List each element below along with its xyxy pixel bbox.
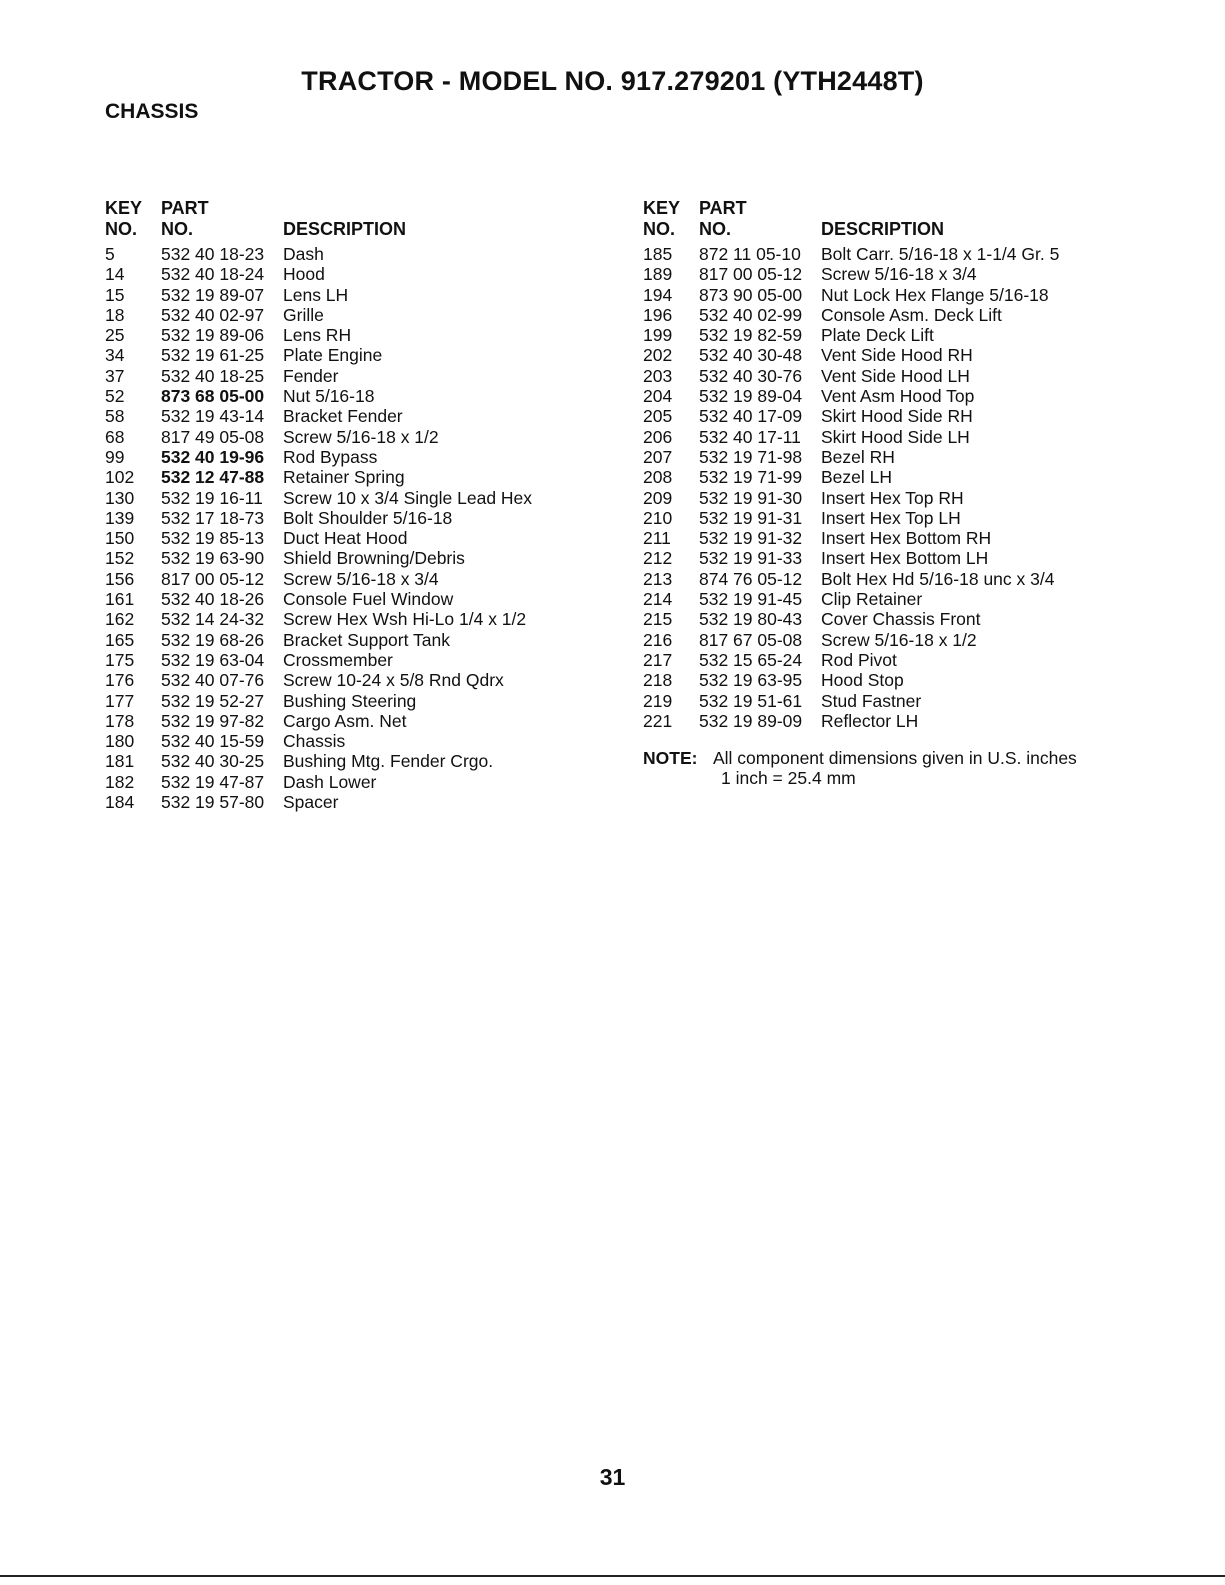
description: Insert Hex Top LH [821, 507, 961, 528]
table-row [643, 569, 1163, 589]
note-line2: 1 inch = 25.4 mm [721, 768, 856, 788]
table-row [105, 751, 625, 771]
description: Screw 10-24 x 5/8 Rnd Qdrx [283, 670, 504, 691]
table-row [105, 305, 625, 325]
key-no: 212 [643, 548, 673, 569]
key-no: 209 [643, 487, 673, 508]
key-no: 99 [105, 446, 125, 467]
parts-table-left [105, 198, 625, 812]
bottom-rule [0, 1575, 1225, 1577]
table-row [643, 264, 1163, 284]
part-no: 532 17 18-73 [161, 507, 265, 528]
description: Screw 5/16-18 x 1/2 [283, 426, 439, 447]
part-no: 532 19 80-43 [699, 609, 803, 630]
description: Fender [283, 365, 339, 386]
header-key-line2: NO. [643, 219, 676, 239]
part-no: 532 40 19-96 [161, 446, 265, 467]
header-key-line1: KEY [105, 198, 143, 218]
part-no: 532 19 89-06 [161, 325, 265, 346]
key-no: 34 [105, 345, 125, 366]
description: Spacer [283, 792, 339, 813]
part-no: 532 19 91-30 [699, 487, 803, 508]
part-no: 532 19 82-59 [699, 325, 803, 346]
description: Screw Hex Wsh Hi-Lo 1/4 x 1/2 [283, 609, 527, 630]
part-no: 532 19 52-27 [161, 690, 265, 711]
description: Bracket Support Tank [283, 629, 450, 650]
header-description: DESCRIPTION [821, 219, 945, 239]
key-no: 18 [105, 304, 125, 325]
key-no: 189 [643, 264, 673, 285]
table-row [105, 366, 625, 386]
description: Console Fuel Window [283, 589, 454, 610]
table-row [643, 691, 1163, 711]
description: Grille [283, 304, 324, 325]
table-row [105, 264, 625, 284]
table-row [105, 528, 625, 548]
description: Stud Fastner [821, 690, 922, 711]
key-no: 175 [105, 649, 135, 670]
key-no: 15 [105, 284, 125, 305]
key-no: 150 [105, 528, 135, 549]
key-no: 205 [643, 406, 673, 427]
key-no: 180 [105, 731, 135, 752]
parts-list-right [643, 244, 1163, 731]
key-no: 204 [643, 386, 673, 407]
table-row [643, 366, 1163, 386]
key-no: 161 [105, 589, 135, 610]
key-no: 162 [105, 609, 135, 630]
key-no: 216 [643, 629, 673, 650]
description: Screw 5/16-18 x 3/4 [821, 264, 977, 285]
part-no: 532 19 71-98 [699, 446, 803, 467]
key-no: 156 [105, 568, 135, 589]
part-no: 873 68 05-00 [161, 386, 265, 407]
description: Hood Stop [821, 670, 904, 691]
key-no: 199 [643, 325, 673, 346]
header-part-line1: PART [699, 198, 747, 218]
table-row [643, 244, 1163, 264]
table-row [643, 711, 1163, 731]
table-row [105, 447, 625, 467]
description: Skirt Hood Side LH [821, 426, 970, 447]
part-no: 532 40 18-26 [161, 589, 265, 610]
key-no: 208 [643, 467, 673, 488]
description: Dash Lower [283, 771, 377, 792]
key-no: 25 [105, 325, 125, 346]
description: Vent Side Hood LH [821, 365, 970, 386]
header-part-line2: NO. [699, 219, 732, 239]
part-no: 532 19 89-09 [699, 710, 803, 731]
table-row [105, 589, 625, 609]
key-no: 68 [105, 426, 125, 447]
description: Retainer Spring [283, 467, 405, 488]
key-no: 213 [643, 568, 673, 589]
table-row [105, 244, 625, 264]
note-label: NOTE: [643, 748, 698, 768]
description: Bolt Carr. 5/16-18 x 1-1/4 Gr. 5 [821, 244, 1060, 264]
note-line1: All component dimensions given in U.S. inches [713, 748, 1077, 768]
table-row [105, 345, 625, 365]
part-no: 532 40 18-25 [161, 365, 265, 386]
key-no: 182 [105, 771, 135, 792]
description: Screw 5/16-18 x 3/4 [283, 568, 439, 589]
description: Skirt Hood Side RH [821, 406, 973, 427]
description: Bezel RH [821, 446, 895, 467]
header-part-line1: PART [161, 198, 209, 218]
key-no: 177 [105, 690, 135, 711]
part-no: 532 40 17-09 [699, 406, 803, 427]
table-row [643, 386, 1163, 406]
part-no: 532 19 97-82 [161, 710, 265, 731]
table-row [643, 488, 1163, 508]
table-row [643, 548, 1163, 568]
table-row [105, 285, 625, 305]
part-no: 872 11 05-10 [699, 244, 801, 264]
key-no: 219 [643, 690, 673, 711]
key-no: 185 [643, 244, 673, 264]
description: Plate Deck Lift [821, 325, 934, 346]
part-no: 532 19 61-25 [161, 345, 265, 366]
header-key-line2: NO. [105, 219, 138, 239]
description: Reflector LH [821, 710, 919, 731]
page-number: 31 [599, 1464, 626, 1490]
key-no: 152 [105, 548, 135, 569]
description: Insert Hex Bottom LH [821, 548, 989, 569]
header-description: DESCRIPTION [283, 219, 407, 239]
part-no: 532 40 02-97 [161, 304, 265, 325]
table-row [105, 650, 625, 670]
table-row [643, 427, 1163, 447]
description: Chassis [283, 731, 346, 752]
table-row [643, 630, 1163, 650]
key-no: 14 [105, 264, 125, 285]
key-no: 5 [105, 244, 115, 264]
description: Shield Browning/Debris [283, 548, 465, 569]
description: Bolt Shoulder 5/16-18 [283, 507, 453, 528]
description: Lens LH [283, 284, 349, 305]
key-no: 102 [105, 467, 135, 488]
description: Duct Heat Hood [283, 528, 408, 549]
description: Bracket Fender [283, 406, 403, 427]
header-part-line2: NO. [161, 219, 194, 239]
key-no: 178 [105, 710, 135, 731]
parts-table-right [643, 198, 1163, 731]
part-no: 532 40 30-76 [699, 365, 803, 386]
part-no: 532 19 89-04 [699, 386, 803, 407]
part-no: 532 19 63-04 [161, 649, 265, 670]
table-row [643, 589, 1163, 609]
description: Crossmember [283, 649, 393, 670]
page-title: TRACTOR - MODEL NO. 917.279201 (YTH2448T) [301, 66, 924, 96]
table-row [105, 691, 625, 711]
part-no: 532 40 17-11 [699, 426, 801, 447]
section-title: CHASSIS [105, 100, 199, 123]
key-no: 207 [643, 446, 673, 467]
description: Screw 5/16-18 x 1/2 [821, 629, 977, 650]
part-no: 532 14 24-32 [161, 609, 265, 630]
key-no: 221 [643, 710, 673, 731]
description: Bolt Hex Hd 5/16-18 unc x 3/4 [821, 568, 1055, 589]
key-no: 184 [105, 792, 135, 813]
part-no: 532 40 18-23 [161, 244, 265, 264]
key-no: 139 [105, 507, 135, 528]
table-row [105, 670, 625, 690]
description: Hood [283, 264, 325, 285]
table-row [643, 528, 1163, 548]
description: Insert Hex Top RH [821, 487, 964, 508]
key-no: 52 [105, 386, 125, 407]
description: Nut 5/16-18 [283, 386, 375, 407]
part-no: 532 19 63-90 [161, 548, 265, 569]
part-no: 532 40 30-48 [699, 345, 803, 366]
description: Insert Hex Bottom RH [821, 528, 992, 549]
part-no: 532 15 65-24 [699, 649, 803, 670]
part-no: 532 40 30-25 [161, 751, 265, 772]
table-row [105, 406, 625, 426]
parts-list-left [105, 244, 625, 812]
part-no: 817 00 05-12 [699, 264, 803, 285]
key-no: 58 [105, 406, 125, 427]
description: Console Asm. Deck Lift [821, 304, 1002, 325]
description: Bushing Mtg. Fender Crgo. [283, 751, 494, 772]
table-row [643, 305, 1163, 325]
part-no: 817 67 05-08 [699, 629, 803, 650]
description: Nut Lock Hex Flange 5/16-18 [821, 284, 1049, 305]
table-row [105, 772, 625, 792]
part-no: 532 19 47-87 [161, 771, 265, 792]
header-key-line1: KEY [643, 198, 681, 218]
part-no: 532 19 57-80 [161, 792, 265, 813]
part-no: 532 12 47-88 [161, 467, 265, 488]
table-row [643, 406, 1163, 426]
part-no: 817 49 05-08 [161, 426, 265, 447]
key-no: 196 [643, 304, 673, 325]
key-no: 181 [105, 751, 135, 772]
key-no: 202 [643, 345, 673, 366]
table-row [105, 731, 625, 751]
table-row [105, 609, 625, 629]
table-row [643, 508, 1163, 528]
part-no: 532 19 68-26 [161, 629, 265, 650]
table-row [105, 386, 625, 406]
note [643, 748, 1077, 788]
part-no: 532 40 02-99 [699, 304, 803, 325]
description: Clip Retainer [821, 589, 923, 610]
table-row [643, 345, 1163, 365]
table-row [105, 508, 625, 528]
part-no: 532 19 91-45 [699, 589, 803, 610]
key-no: 176 [105, 670, 135, 691]
part-no: 873 90 05-00 [699, 284, 803, 305]
part-no: 532 19 43-14 [161, 406, 265, 427]
table-header [105, 198, 625, 240]
table-row [643, 325, 1163, 345]
part-no: 532 19 91-33 [699, 548, 803, 569]
table-row [105, 630, 625, 650]
table-row [105, 325, 625, 345]
key-no: 206 [643, 426, 673, 447]
description: Cargo Asm. Net [283, 710, 407, 731]
part-no: 532 19 91-31 [699, 507, 803, 528]
part-no: 532 19 51-61 [699, 690, 803, 711]
key-no: 218 [643, 670, 673, 691]
description: Vent Side Hood RH [821, 345, 973, 366]
part-no: 532 19 16-11 [161, 487, 263, 508]
description: Rod Bypass [283, 446, 378, 467]
part-no: 532 40 07-76 [161, 670, 265, 691]
part-no: 532 19 89-07 [161, 284, 265, 305]
key-no: 214 [643, 589, 673, 610]
table-row [105, 711, 625, 731]
table-row [105, 792, 625, 812]
description: Lens RH [283, 325, 352, 346]
table-row [105, 548, 625, 568]
table-row [643, 447, 1163, 467]
table-row [643, 609, 1163, 629]
table-row [643, 467, 1163, 487]
table-row [105, 427, 625, 447]
part-no: 532 19 91-32 [699, 528, 803, 549]
part-no: 532 19 85-13 [161, 528, 265, 549]
table-row [105, 488, 625, 508]
description: Vent Asm Hood Top [821, 386, 975, 407]
part-no: 874 76 05-12 [699, 568, 803, 589]
table-row [105, 569, 625, 589]
table-row [643, 670, 1163, 690]
description: Cover Chassis Front [821, 609, 981, 630]
table-row [643, 285, 1163, 305]
description: Bushing Steering [283, 690, 417, 711]
part-no: 532 19 63-95 [699, 670, 803, 691]
description: Dash [283, 244, 324, 264]
part-no: 532 19 71-99 [699, 467, 803, 488]
key-no: 211 [643, 528, 671, 549]
key-no: 130 [105, 487, 135, 508]
part-no: 532 40 18-24 [161, 264, 265, 285]
key-no: 215 [643, 609, 673, 630]
table-row [643, 650, 1163, 670]
table-header [643, 198, 1163, 240]
description: Screw 10 x 3/4 Single Lead Hex [283, 487, 533, 508]
description: Bezel LH [821, 467, 893, 488]
key-no: 165 [105, 629, 135, 650]
key-no: 217 [643, 649, 673, 670]
part-no: 532 40 15-59 [161, 731, 265, 752]
key-no: 203 [643, 365, 673, 386]
key-no: 194 [643, 284, 673, 305]
description: Plate Engine [283, 345, 383, 366]
description: Rod Pivot [821, 649, 897, 670]
part-no: 817 00 05-12 [161, 568, 265, 589]
table-row [105, 467, 625, 487]
key-no: 210 [643, 507, 673, 528]
key-no: 37 [105, 365, 125, 386]
